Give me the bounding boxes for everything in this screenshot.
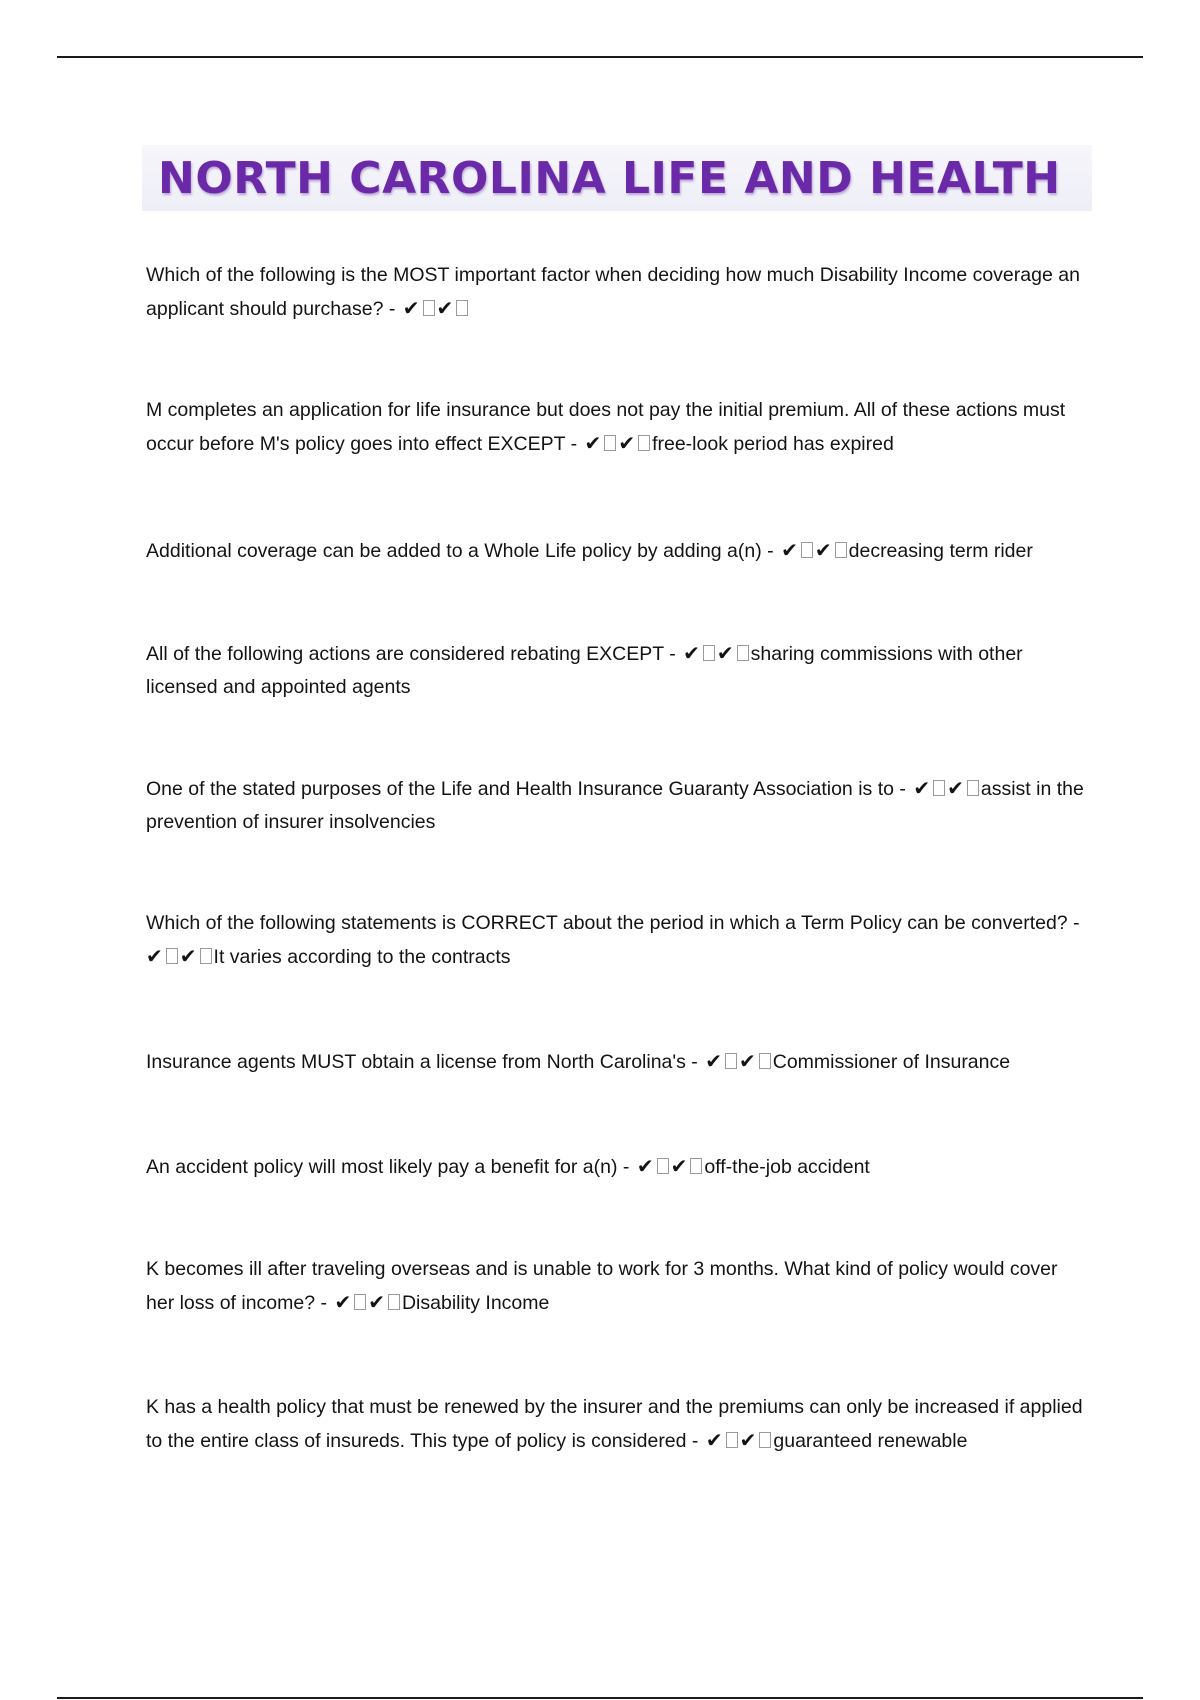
missing-glyph-icon <box>835 542 847 558</box>
missing-glyph-icon <box>759 1053 771 1069</box>
check-icon: ✔ <box>146 944 164 968</box>
answer-separator: - ✔ ✔ <box>571 433 652 455</box>
missing-glyph-icon <box>456 300 468 316</box>
missing-glyph-icon <box>423 300 435 316</box>
answer-separator: - ✔ ✔ <box>767 540 848 562</box>
missing-glyph-icon <box>801 542 813 558</box>
qa-item <box>146 1045 1086 1079</box>
qa-item <box>146 394 1086 461</box>
answer-separator: - ✔ ✔ <box>692 1430 773 1452</box>
check-icon: ✔ <box>670 1154 689 1178</box>
top-rule <box>57 56 1143 58</box>
bottom-rule <box>57 1697 1143 1699</box>
answer-separator: - ✔ ✔ <box>623 1156 704 1178</box>
missing-glyph-icon <box>604 435 616 451</box>
answer-text: free-look period has expired <box>652 433 894 455</box>
qa-item <box>146 772 1086 839</box>
missing-glyph-icon <box>388 1294 400 1310</box>
missing-glyph-icon <box>690 1158 702 1174</box>
check-icon: ✔ <box>947 776 965 800</box>
missing-glyph-icon <box>725 1053 737 1069</box>
answer-text: Disability Income <box>401 1292 550 1314</box>
question-text: One of the stated purposes of the Life and Health Insurance Guaranty Association is to <box>146 778 894 800</box>
answer-separator: - ✔ ✔ <box>691 1051 772 1073</box>
qa-item <box>146 259 1086 326</box>
missing-glyph-icon <box>354 1294 366 1310</box>
check-icon: ✔ <box>436 296 455 320</box>
check-icon: ✔ <box>705 1049 723 1073</box>
missing-glyph-icon <box>200 948 212 964</box>
check-icon: ✔ <box>738 1049 757 1073</box>
answer-text: off-the-job accident <box>704 1156 870 1178</box>
missing-glyph-icon <box>933 780 945 796</box>
question-text: Which of the following is the MOST important factor when deciding how much Disability Income coverage an applicant should purchase? <box>146 264 1080 320</box>
qa-item <box>146 534 1086 568</box>
check-icon: ✔ <box>716 641 735 665</box>
missing-glyph-icon <box>726 1432 738 1448</box>
question-text: M completes an application for life insurance but does not pay the initial premium. All of these actions must occur before M's policy goes into effect EXCEPT <box>146 399 1066 455</box>
answer-text: guaranteed renewable <box>773 1430 968 1452</box>
check-icon: ✔ <box>814 538 833 562</box>
qa-item <box>146 1150 1086 1184</box>
answer-separator: - ✔ ✔ <box>389 298 470 320</box>
check-icon: ✔ <box>402 296 421 320</box>
question-text: An accident policy will most likely pay a benefit for a(n) <box>146 1156 618 1178</box>
check-icon: ✔ <box>636 1154 655 1178</box>
title-banner <box>142 145 1092 211</box>
check-icon: ✔ <box>584 431 603 455</box>
answer-text: It varies according to the contracts <box>213 946 511 968</box>
answer-text: Commissioner of Insurance <box>772 1051 1011 1073</box>
check-icon: ✔ <box>781 538 799 562</box>
question-text: K has a health policy that must be renewed by the insurer and the premiums can only be increased if applied to the entire class of insureds. This type of policy is considered <box>146 1396 1083 1452</box>
check-icon: ✔ <box>179 944 198 968</box>
check-icon: ✔ <box>368 1290 386 1314</box>
question-text: All of the following actions are considered rebating EXCEPT <box>146 643 664 665</box>
page-title: NORTH CAROLINA LIFE AND HEALTH <box>158 152 1061 204</box>
answer-text: assist in the prevention of insurer insolvencies <box>146 778 1084 833</box>
answer-text: sharing commissions with other licensed and appointed agents <box>146 643 1023 698</box>
check-icon: ✔ <box>618 431 637 455</box>
answer-separator: - ✔ ✔ <box>669 643 750 665</box>
question-text: Which of the following statements is CORRECT about the period in which a Term Policy can be converted? <box>146 912 1068 934</box>
answer-separator: - ✔ ✔ <box>899 778 980 800</box>
check-icon: ✔ <box>739 1428 758 1452</box>
missing-glyph-icon <box>703 645 715 661</box>
answer-text: decreasing term rider <box>848 540 1033 562</box>
missing-glyph-icon <box>967 780 979 796</box>
check-icon: ✔ <box>705 1428 724 1452</box>
qa-item <box>146 907 1086 974</box>
check-icon: ✔ <box>683 641 701 665</box>
missing-glyph-icon <box>759 1432 771 1448</box>
missing-glyph-icon <box>166 948 178 964</box>
check-icon: ✔ <box>913 776 932 800</box>
question-text: Additional coverage can be added to a Whole Life policy by adding a(n) <box>146 540 762 562</box>
check-icon: ✔ <box>334 1290 353 1314</box>
missing-glyph-icon <box>638 435 650 451</box>
qa-item <box>146 1391 1086 1458</box>
answer-separator: - ✔ ✔ <box>146 912 1081 968</box>
qa-item <box>146 1253 1086 1320</box>
qa-item <box>146 637 1086 704</box>
missing-glyph-icon <box>657 1158 669 1174</box>
question-text: Insurance agents MUST obtain a license from North Carolina's <box>146 1051 686 1073</box>
answer-separator: - ✔ ✔ <box>321 1292 402 1314</box>
question-text: K becomes ill after traveling overseas and is unable to work for 3 months. What kind of policy would cover her loss of income? <box>146 1258 1058 1314</box>
missing-glyph-icon <box>737 645 749 661</box>
